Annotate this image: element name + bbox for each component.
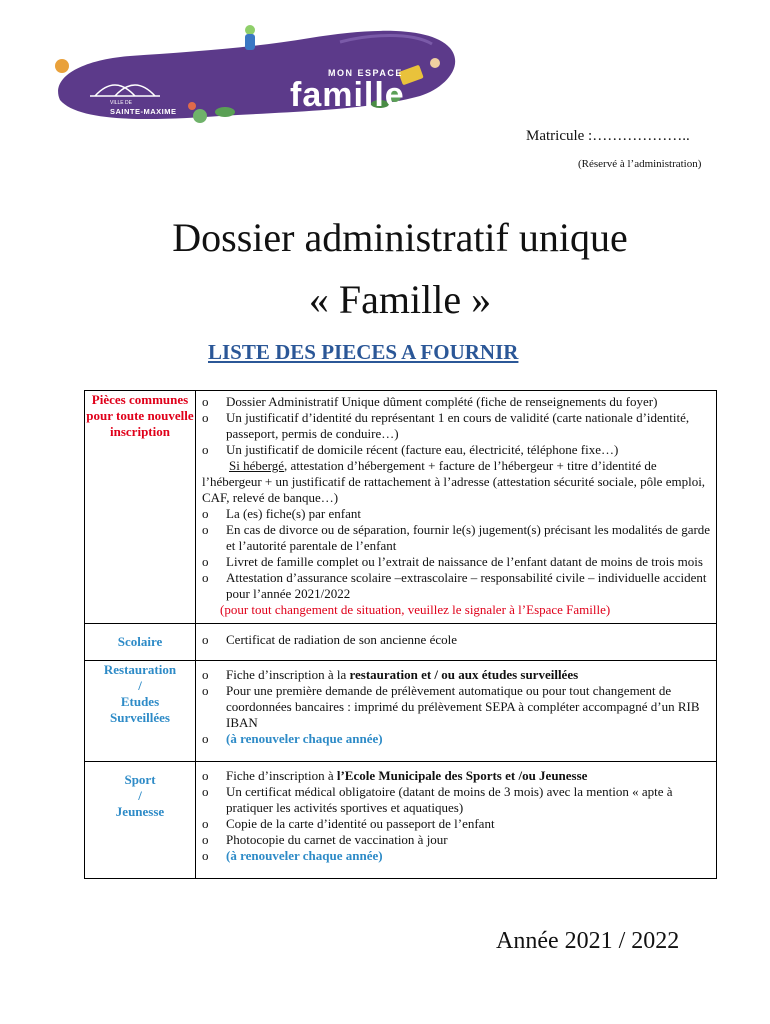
list-item: o Un certificat médical obligatoire (datant de moins de 3 mois) avec la mention « apte à pratiquer les activités sportives et aquatiques) [202,784,673,815]
list-item: o La (es) fiche(s) par enfant [202,506,361,521]
table-row [85,624,717,661]
category-scolaire: Scolaire [85,624,196,661]
category-pieces-communes: Pièces communes pour toute nouvelle inscription [85,391,196,624]
list-item: o Attestation d’assurance scolaire –extrascolaire – responsabilité civile – individuelle accident pour l’année 2021/2022 [202,570,707,601]
restauration-list [196,661,717,762]
sport-list [196,762,717,879]
list-item: o Pour une première demande de prélèvement automatique ou pour tout changement de coordonnées bancaires : imprimé du prélèvement SEPA à compléter accompagné d’un RIB IBAN [202,683,700,730]
table-row [85,762,717,879]
list-item: o Fiche d’inscription à l’Ecole Municipale des Sports et /ou Jeunesse [202,768,588,783]
list-item: o Certificat de radiation de son ancienne école [202,632,458,647]
list-item: o (à renouveler chaque année) [202,848,383,863]
list-item: o Un justificatif d’identité du représentant 1 en cours de validité (carte nationale d’identité, passeport, permis de conduire…) [202,410,690,441]
list-item: o Fiche d’inscription à la restauration et / ou aux études surveillées [202,667,579,682]
list-item: o Photocopie du carnet de vaccination à jour [202,832,448,847]
banner-espace-label: MON ESPACE [328,68,403,78]
list-item: o (à renouveler chaque année) [202,731,383,746]
matricule-field: Matricule :……………….. [526,128,690,144]
list-item-heberge: Si hébergé, attestation d’hébergement + facture de l’hébergeur + titre d’identité de l’hébergeur + un justificatif de rattachement à l’adresse (attestation sécurité sociale, pôle emploi, CAF, relevé de banque…) [202,458,706,505]
pieces-table [84,390,717,879]
school-year: Année 2021 / 2022 [496,928,680,954]
document-title: Dossier administratif unique [172,215,628,260]
pieces-list [196,391,717,624]
list-item: o En cas de divorce ou de séparation, fournir le(s) jugement(s) précisant les modalités de garde et l’autorité parentale de l’enfant [202,522,711,553]
list-item: o Livret de famille complet ou l’extrait de naissance de l’enfant datant de moins de trois mois [202,554,703,569]
table-row [85,661,717,762]
list-item: o Dossier Administratif Unique dûment complété (fiche de renseignements du foyer) [202,394,658,409]
document-subtitle: LISTE DES PIECES A FOURNIR [208,340,519,364]
list-item: o Copie de la carte d’identité ou passeport de l’enfant [202,816,495,831]
list-item: o Un justificatif de domicile récent (facture eau, électricité, téléphone fixe…) [202,442,619,457]
banner-city-label: SAINTE-MAXIME [110,107,177,116]
document-title-famille: « Famille » [308,277,492,322]
reserve-note: (Réservé à l’administration) [578,158,702,170]
espace-famille-banner [40,8,460,126]
scolaire-list [196,624,717,661]
table-row [85,391,717,624]
change-notice: (pour tout changement de situation, veuillez le signaler à l’Espace Famille) [220,602,611,617]
banner-famille-label: famille [290,76,405,114]
category-sport: Sport / Jeunesse [85,762,196,879]
banner-ville-label: VILLE DE [110,100,132,106]
category-restauration: Restauration / Etudes Surveillées [85,661,196,762]
